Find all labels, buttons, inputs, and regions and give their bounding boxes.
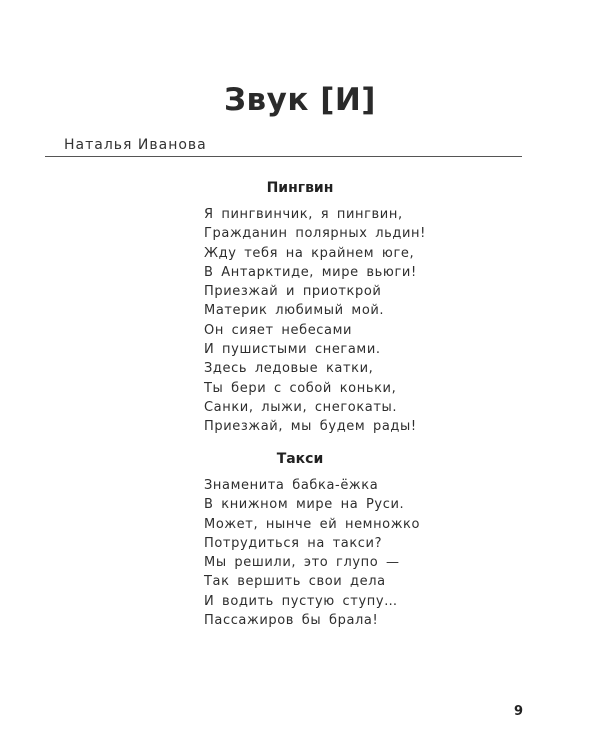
poem-line: Потрудиться на такси? bbox=[204, 535, 383, 551]
poem-line: Гражданин полярных льдин! bbox=[204, 226, 426, 242]
poem-line: В книжном мире на Руси. bbox=[204, 497, 405, 513]
author-divider bbox=[45, 156, 522, 157]
poem-penguin bbox=[0, 180, 600, 196]
author-name: Наталья Иванова bbox=[64, 137, 207, 153]
poem-title: Пингвин bbox=[266, 180, 334, 196]
poem-line: Материк любимый мой. bbox=[204, 303, 385, 319]
poem-line: Мы решили, это глупо — bbox=[204, 555, 400, 571]
poem-taxi bbox=[0, 451, 600, 467]
poem-line: Приезжай и приоткрой bbox=[204, 284, 382, 300]
poem-line: Так вершить свои дела bbox=[204, 574, 386, 590]
poem-title: Такси bbox=[276, 451, 324, 467]
poem-line: Знаменита бабка-ёжка bbox=[204, 478, 379, 493]
poem-line: Пассажиров бы брала! bbox=[204, 613, 379, 629]
poem-line: Я пингвинчик, я пингвин, bbox=[204, 207, 403, 222]
poem-line: Ты бери с собой коньки, bbox=[204, 380, 397, 396]
poem-line: Он сияет небесами bbox=[204, 322, 353, 338]
poem-text-penguin bbox=[204, 205, 426, 437]
poem-line: И водить пустую ступу… bbox=[204, 593, 398, 609]
page-title: Звук [И] bbox=[224, 82, 376, 118]
poem-line: Жду тебя на крайнем юге, bbox=[204, 245, 415, 261]
poem-line: Здесь ледовые катки, bbox=[204, 361, 374, 377]
poem-line: Санки, лыжи, снегокаты. bbox=[204, 399, 398, 415]
poem-line: В Антарктиде, мире вьюги! bbox=[204, 264, 417, 280]
poem-line: Может, нынче ей немножко bbox=[204, 516, 421, 532]
poem-text-taxi bbox=[204, 476, 420, 630]
poem-line: Приезжай, мы будем рады! bbox=[204, 419, 417, 435]
poem-line: И пушистыми снегами. bbox=[204, 342, 381, 358]
page-number: 9 bbox=[514, 704, 524, 719]
